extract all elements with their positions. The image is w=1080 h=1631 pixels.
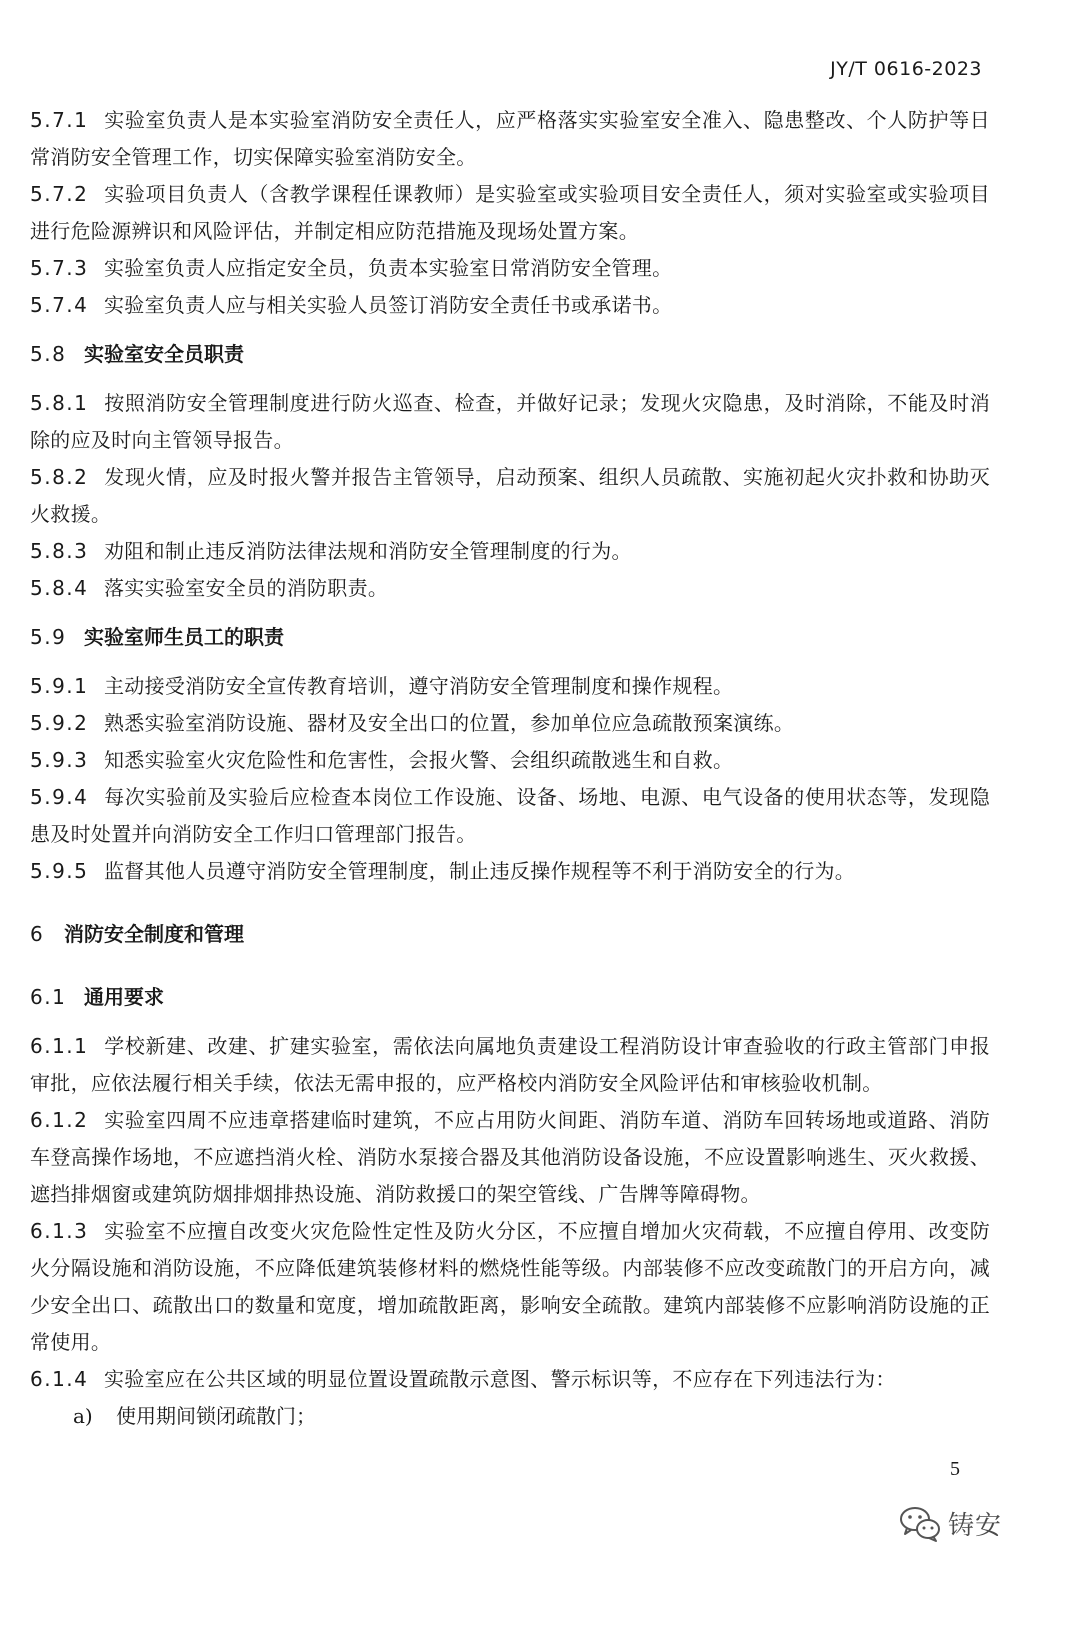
clause-text: 主动接受消防安全宣传教育培训，遵守消防安全管理制度和操作规程。 xyxy=(104,674,734,698)
clause-number: 6.1.3 xyxy=(30,1219,89,1243)
clause-text: 实验室不应擅自改变火灾危险性定性及防火分区，不应擅自增加火灾荷载，不应擅自停用、改变防火分隔设施和消防设施，不应降低建筑装修材料的燃烧性能等级。内部装修不应改变疏散门的开启方向，减少安全出口、疏散出口的数量和宽度，增加疏散距离，影响安全疏散。建筑内部装修不应影响消防设施的正常使用。 xyxy=(30,1219,990,1354)
chapter-heading-6 xyxy=(30,916,990,953)
clause-5-9-2 xyxy=(30,705,990,742)
clause-5-9-4 xyxy=(30,779,990,853)
clause-number: 6.1.4 xyxy=(30,1367,89,1391)
list-marker: a) xyxy=(73,1404,93,1428)
clause-text: 实验项目负责人（含教学课程任课教师）是实验室或实验项目安全责任人，须对实验室或实验项目进行危险源辨识和风险评估，并制定相应防范措施及现场处置方案。 xyxy=(30,182,990,243)
clause-text: 学校新建、改建、扩建实验室，需依法向属地负责建设工程消防设计审查验收的行政主管部门申报审批，应依法履行相关手续，依法无需申报的，应严格校内消防安全风险评估和审核验收机制。 xyxy=(30,1034,990,1095)
clause-5-7-2 xyxy=(30,176,990,250)
standard-code: JY/T 0616-2023 xyxy=(830,58,982,80)
clause-number: 5.7.3 xyxy=(30,256,89,280)
clause-number: 5.7.2 xyxy=(30,182,89,206)
wechat-icon xyxy=(898,1503,942,1543)
heading-text: 消防安全制度和管理 xyxy=(64,922,244,946)
clause-5-8-1 xyxy=(30,385,990,459)
clause-5-9-5 xyxy=(30,853,990,890)
heading-text: 通用要求 xyxy=(84,985,164,1009)
clause-text: 实验室负责人应与相关实验人员签订消防安全责任书或承诺书。 xyxy=(104,293,673,317)
clause-number: 5.9.3 xyxy=(30,748,89,772)
heading-text: 实验室师生员工的职责 xyxy=(84,625,284,649)
clause-6-1-4 xyxy=(30,1361,990,1398)
clause-text: 按照消防安全管理制度进行防火巡查、检查，并做好记录；发现火灾隐患，及时消除，不能及时消除的应及时向主管领导报告。 xyxy=(30,391,990,452)
clause-number: 5.9.1 xyxy=(30,674,89,698)
section-heading-5-9 xyxy=(30,619,990,656)
watermark-text: 铸安 xyxy=(948,1510,1003,1541)
clause-5-8-3 xyxy=(30,533,990,570)
section-heading-6-1 xyxy=(30,979,990,1016)
clause-number: 5.9 xyxy=(30,625,67,649)
clause-number: 6.1 xyxy=(30,985,67,1009)
clause-5-7-4 xyxy=(30,287,990,324)
clause-number: 5.8.4 xyxy=(30,576,89,600)
list-item xyxy=(30,1398,990,1435)
clause-6-1-3 xyxy=(30,1213,990,1361)
clause-5-8-4 xyxy=(30,570,990,607)
heading-text: 实验室安全员职责 xyxy=(84,342,244,366)
clause-6-1-2 xyxy=(30,1102,990,1213)
clause-text: 每次实验前及实验后应检查本岗位工作设施、设备、场地、电源、电气设备的使用状态等，发现隐患及时处置并向消防安全工作归口管理部门报告。 xyxy=(30,785,990,846)
clause-6-1-1 xyxy=(30,1028,990,1102)
clause-number: 5.9.4 xyxy=(30,785,89,809)
clause-text: 熟悉实验室消防设施、器材及安全出口的位置，参加单位应急疏散预案演练。 xyxy=(104,711,795,735)
clause-text: 发现火情，应及时报火警并报告主管领导，启动预案、组织人员疏散、实施初起火灾扑救和协助灭火救援。 xyxy=(30,465,990,526)
clause-5-8-2 xyxy=(30,459,990,533)
clause-text: 知悉实验室火灾危险性和危害性，会报火警、会组织疏散逃生和自救。 xyxy=(104,748,734,772)
clause-number: 5.7.4 xyxy=(30,293,89,317)
clause-text: 实验室负责人是本实验室消防安全责任人，应严格落实实验室安全准入、隐患整改、个人防护等日常消防安全管理工作，切实保障实验室消防安全。 xyxy=(30,108,990,169)
clause-number: 5.8.1 xyxy=(30,391,89,415)
clause-text: 落实实验室安全员的消防职责。 xyxy=(104,576,389,600)
section-heading-5-8 xyxy=(30,336,990,373)
clause-text: 实验室应在公共区域的明显位置设置疏散示意图、警示标识等，不应存在下列违法行为： xyxy=(104,1367,896,1391)
watermark xyxy=(898,1503,1002,1543)
clause-text: 实验室负责人应指定安全员，负责本实验室日常消防安全管理。 xyxy=(104,256,673,280)
clause-text: 监督其他人员遵守消防安全管理制度，制止违反操作规程等不利于消防安全的行为。 xyxy=(104,859,856,883)
clause-number: 5.8.2 xyxy=(30,465,89,489)
clause-5-9-3 xyxy=(30,742,990,779)
clause-number: 6.1.1 xyxy=(30,1034,89,1058)
clause-number: 5.9.5 xyxy=(30,859,89,883)
clause-text: 实验室四周不应违章搭建临时建筑，不应占用防火间距、消防车道、消防车回转场地或道路、消防车登高操作场地，不应遮挡消火栓、消防水泵接合器及其他消防设备设施，不应设置影响逃生、灭火救援、遮挡排烟窗或建筑防烟排烟排热设施、消防救援口的架空管线、广告牌等障碍物。 xyxy=(30,1108,990,1206)
clause-number: 6 xyxy=(30,922,45,946)
clause-number: 5.9.2 xyxy=(30,711,89,735)
clause-number: 5.7.1 xyxy=(30,108,89,132)
clause-5-9-1 xyxy=(30,668,990,705)
page-number: 5 xyxy=(950,1458,960,1480)
clause-number: 5.8 xyxy=(30,342,67,366)
clause-5-7-3 xyxy=(30,250,990,287)
clause-number: 5.8.3 xyxy=(30,539,89,563)
document-body xyxy=(30,102,990,1435)
clause-number: 6.1.2 xyxy=(30,1108,89,1132)
clause-text: 劝阻和制止违反消防法律法规和消防安全管理制度的行为。 xyxy=(104,539,632,563)
clause-text: 使用期间锁闭疏散门； xyxy=(116,1404,316,1428)
clause-5-7-1 xyxy=(30,102,990,176)
